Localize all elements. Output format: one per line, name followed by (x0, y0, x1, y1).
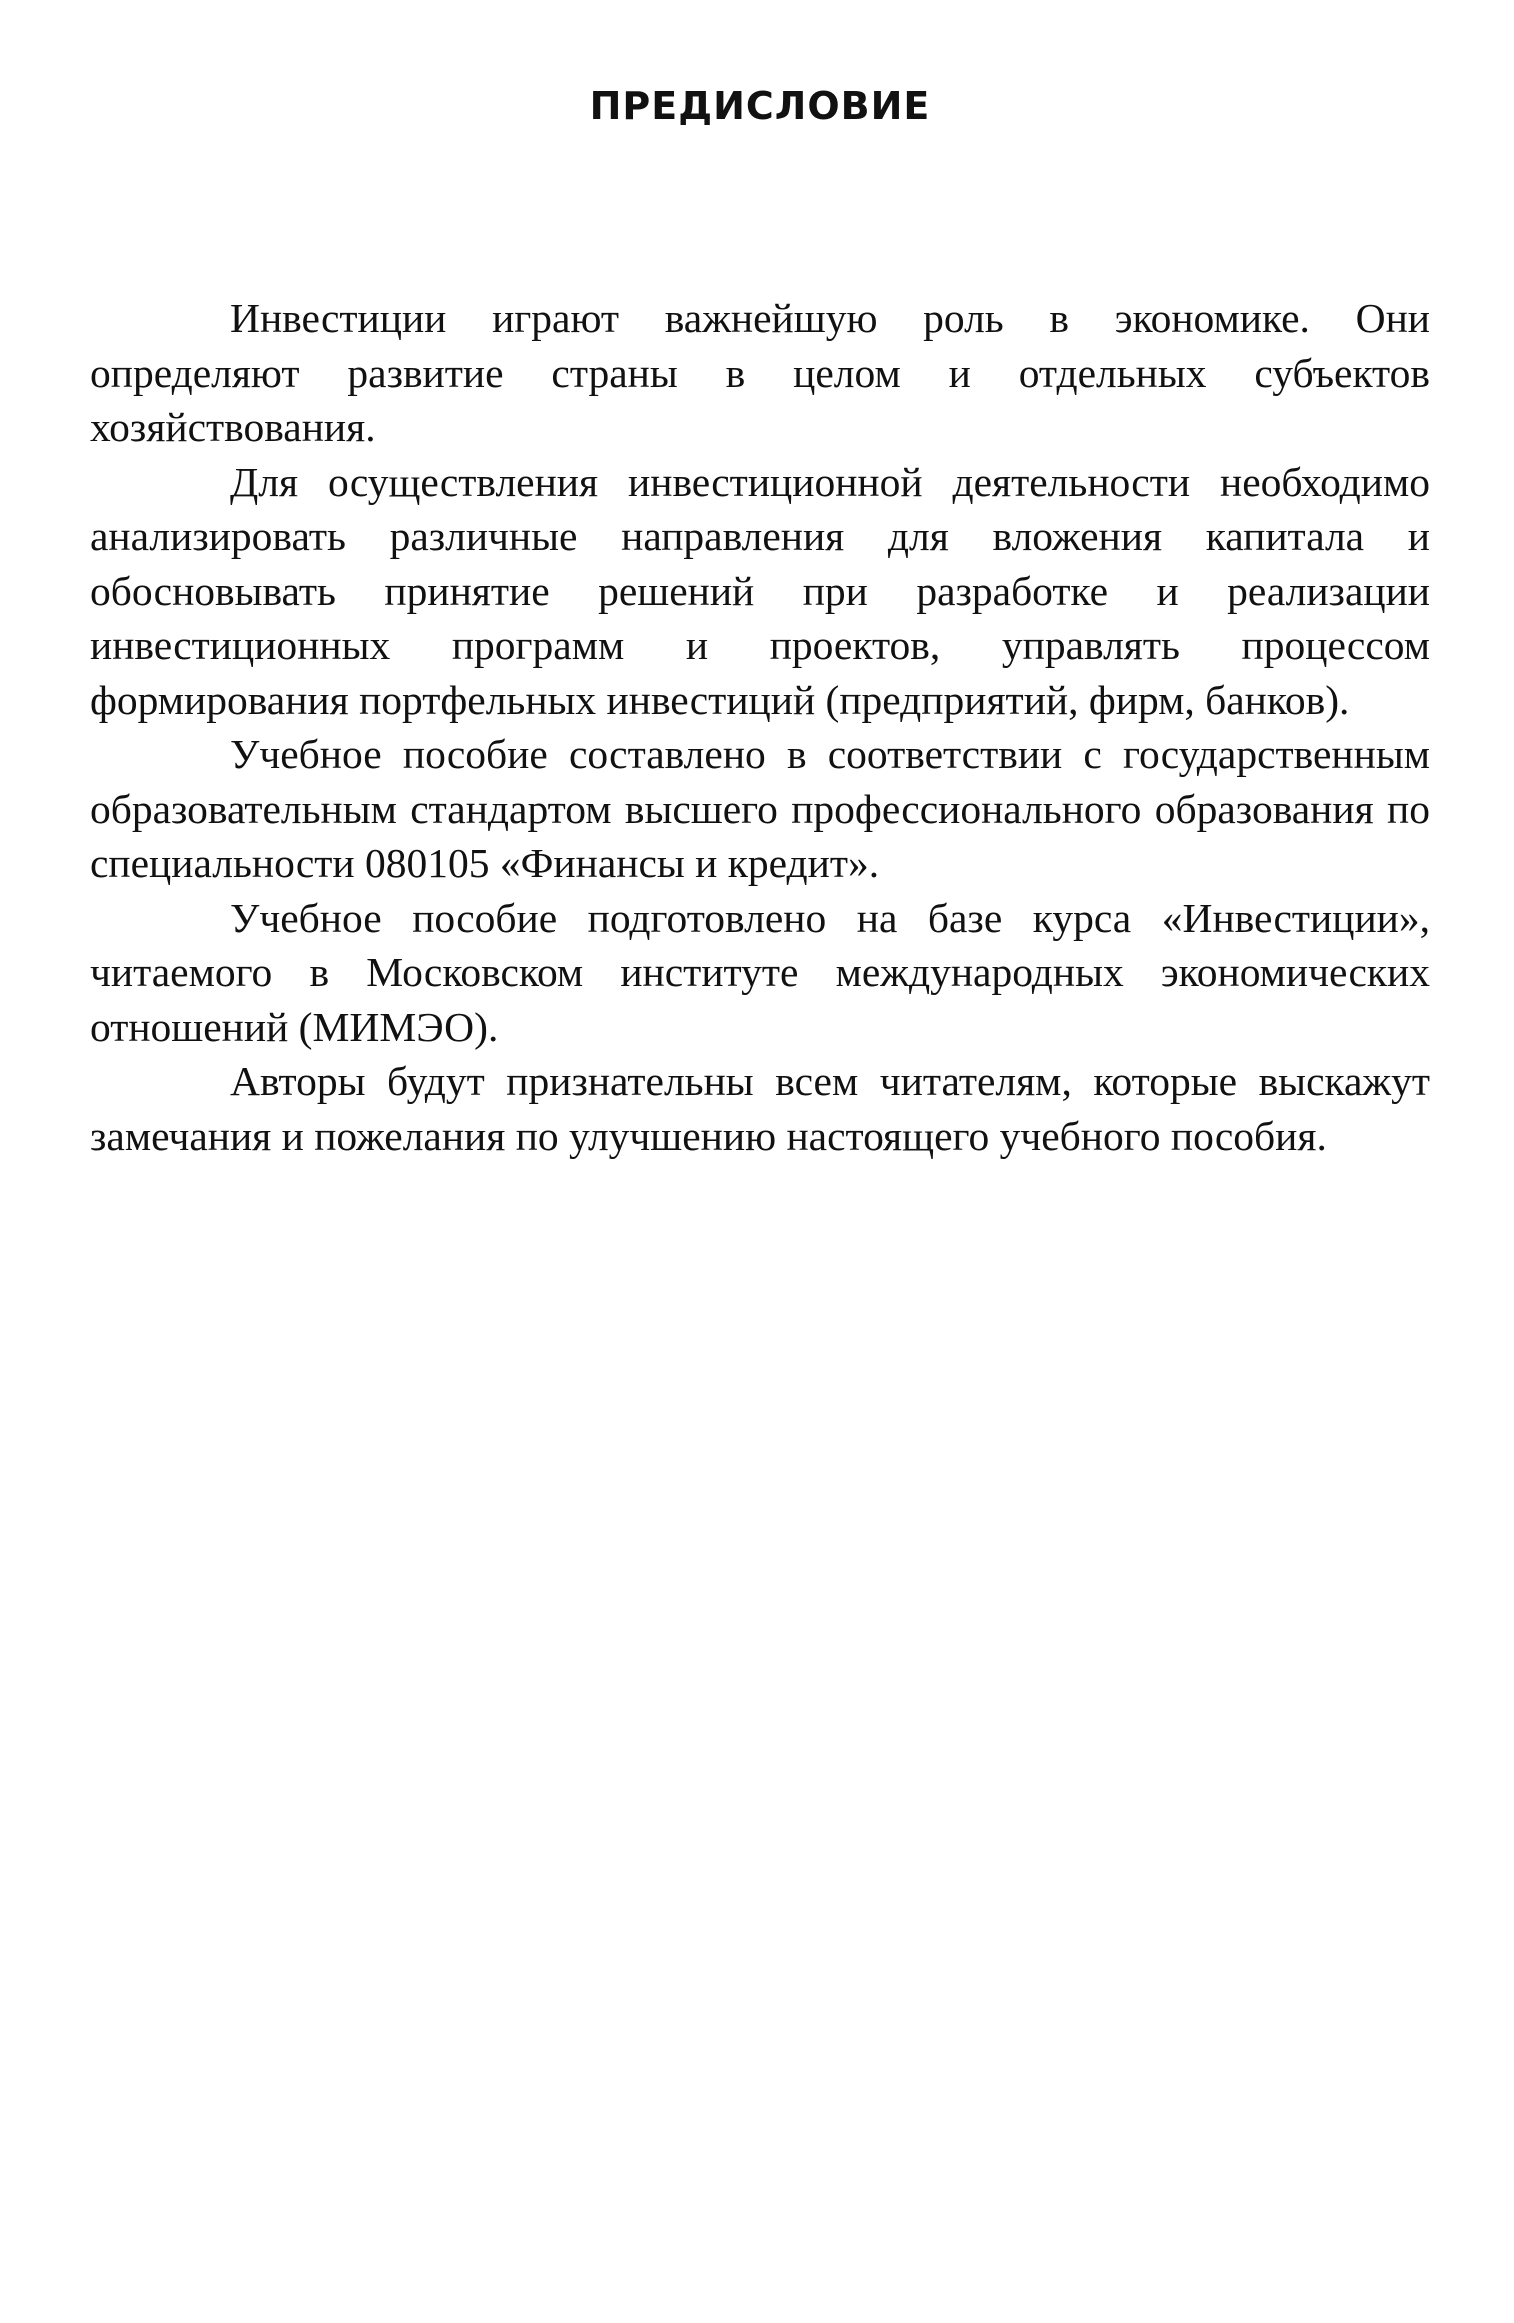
page-title: ПРЕДИСЛОВИЕ (589, 84, 931, 128)
document-body (90, 291, 1430, 1163)
paragraph-5: Авторы будут признательны всем читателям, которые выскажут замечания и пожелания по улучшению настоящего учебного пособия. (90, 1058, 1430, 1159)
paragraph-4: Учебное пособие подготовлено на базе курса «Инвестиции», читаемого в Московском институте международных экономических отношений (МИМЭО). (90, 894, 1430, 1050)
paragraph-2: Для осуществления инвестиционной деятельности необходимо анализировать различные направления для вложения капитала и обосновывать принятие решений при разработке и реализации инвестиционных программ и проектов, управлять процессом формирования портфельных инвестиций (предприятий, фирм, банков). (90, 458, 1430, 723)
document-page (90, 0, 1430, 1163)
paragraph-3: Учебное пособие составлено в соответствии с государственным образовательным стандартом высшего профессионального образования по специальности 080105 «Финансы и кредит». (90, 731, 1430, 886)
paragraph-1: Инвестиции играют важнейшую роль в экономике. Они определяют развитие страны в целом и отдельных субъектов хозяйствования. (90, 295, 1430, 450)
